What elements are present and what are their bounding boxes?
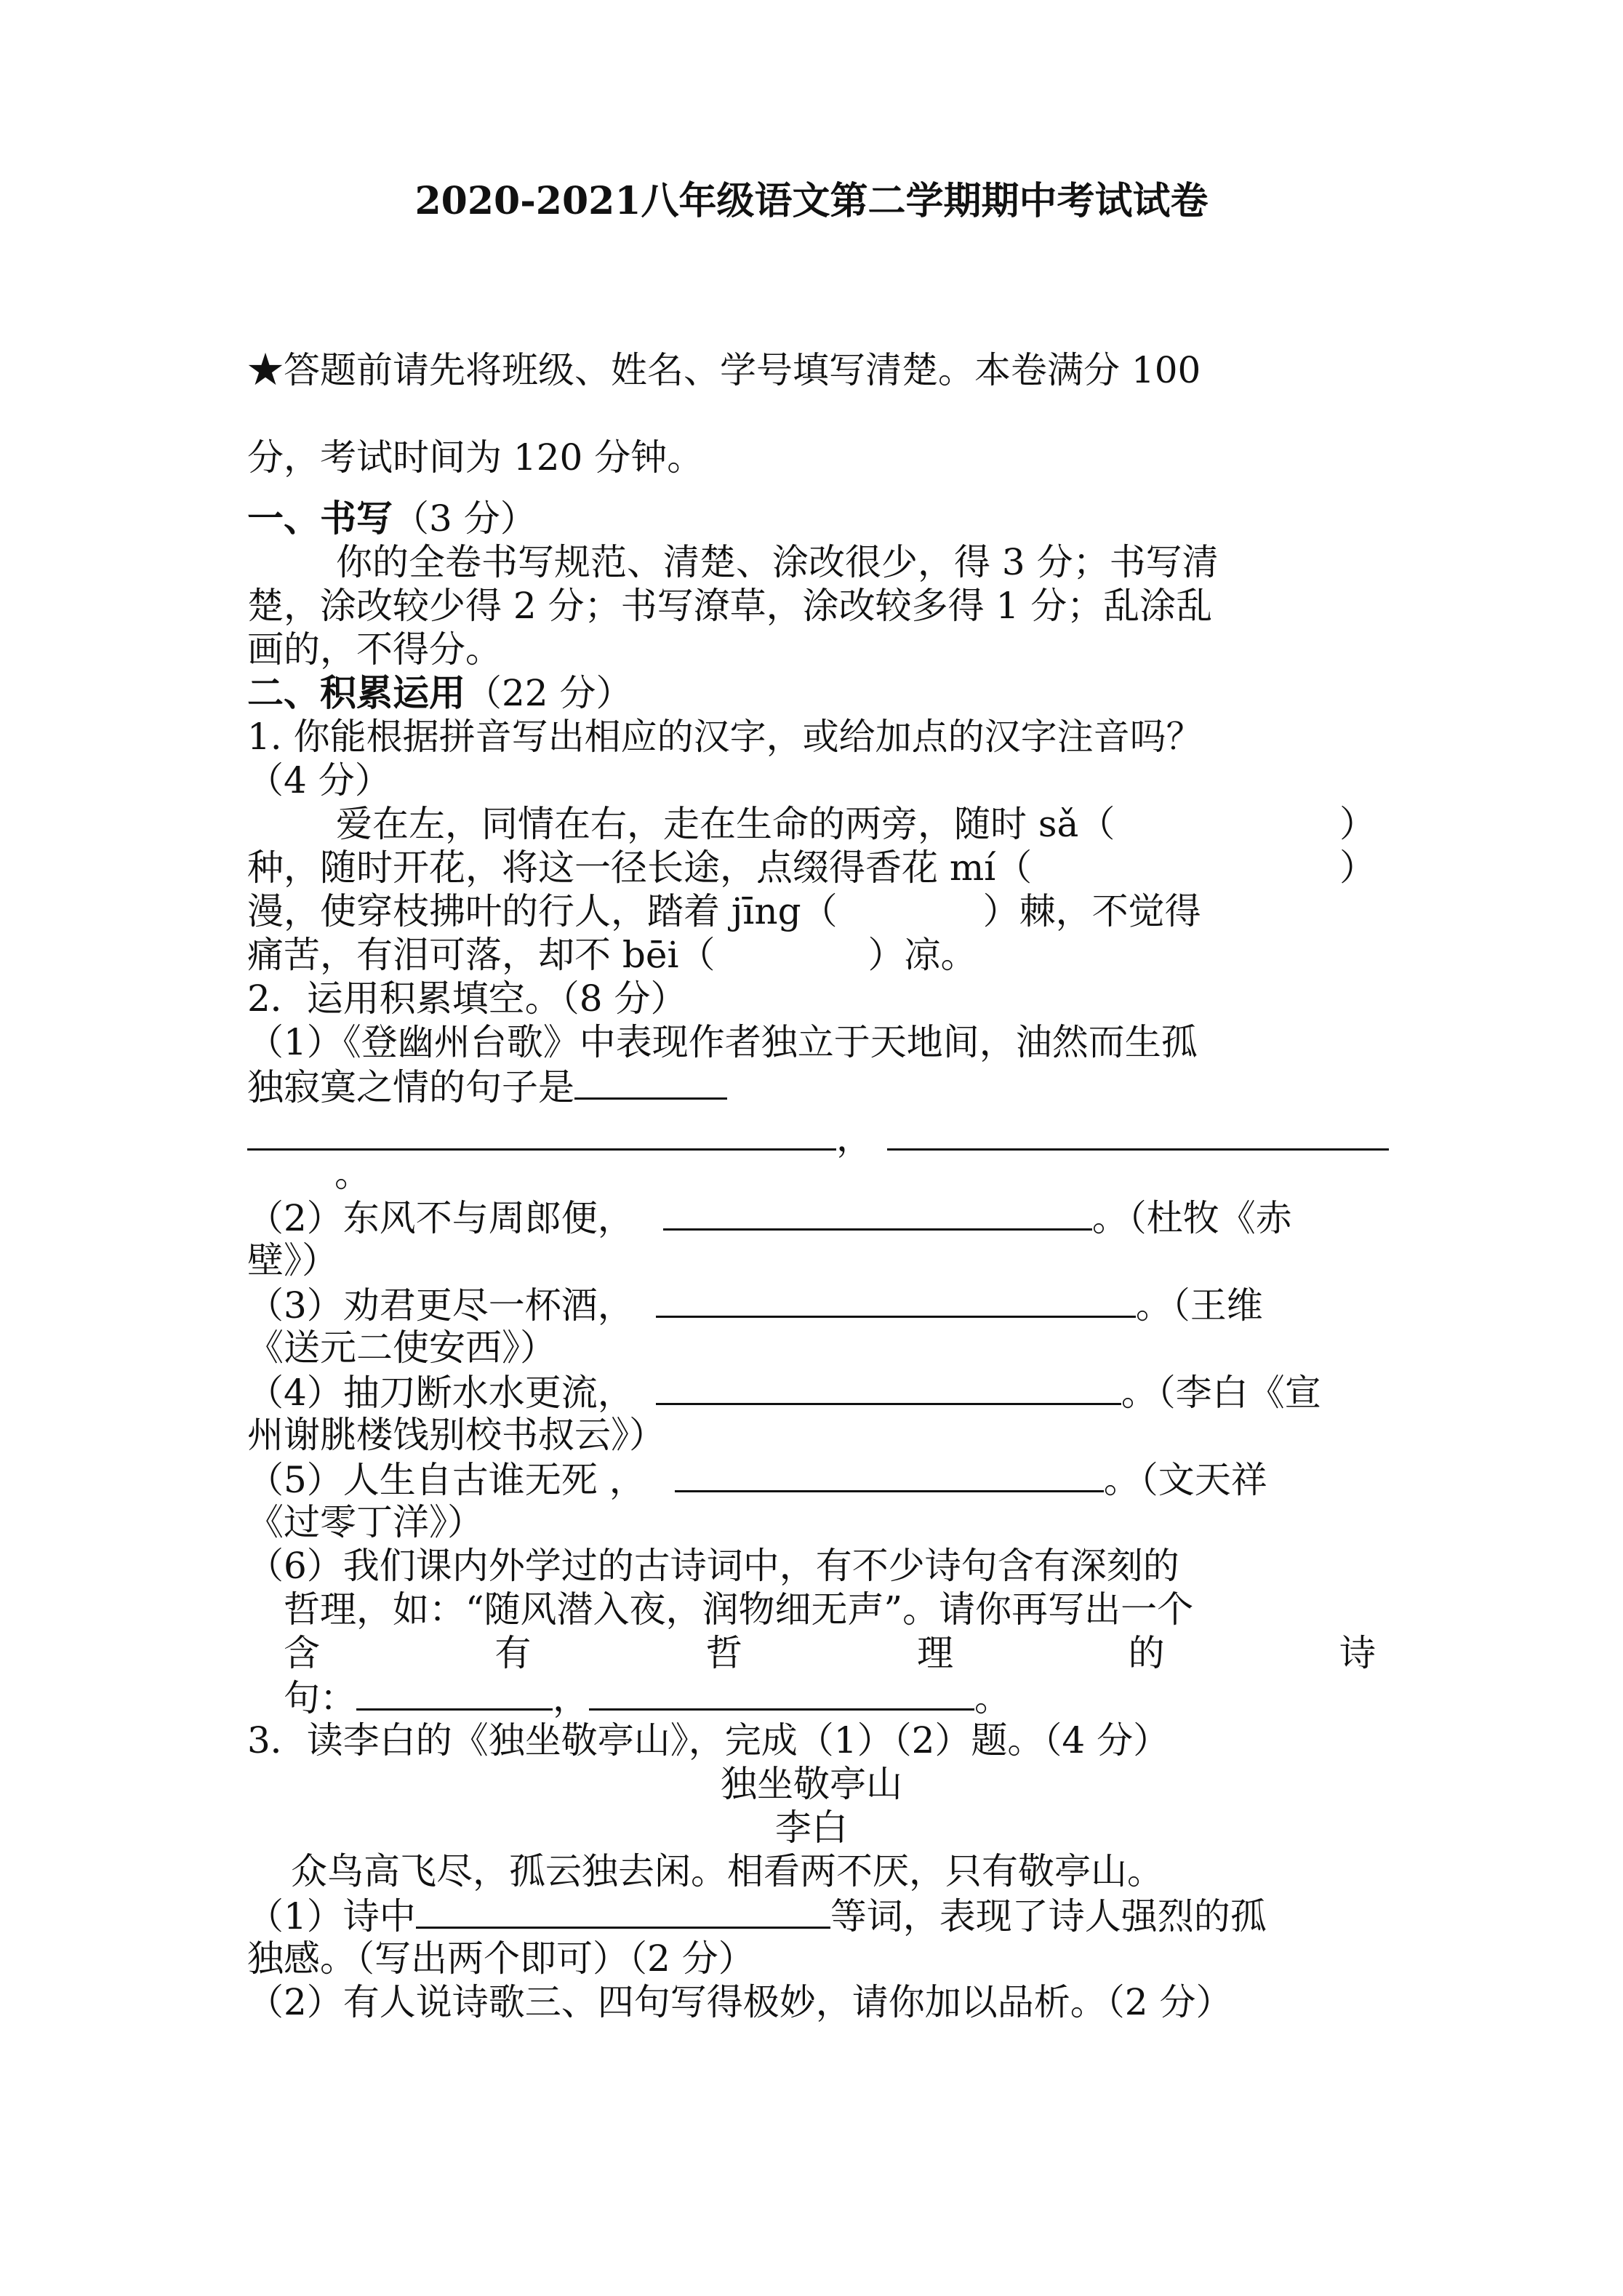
section1-body-3: 画的，不得分。 bbox=[247, 628, 502, 671]
q2-s2-source: 。（杜牧《赤 bbox=[1091, 1197, 1292, 1239]
q1-line-1: 1. 你能根据拼音写出相应的汉字，或给加点的汉字注音吗？ bbox=[247, 716, 1203, 758]
q2-s2-blank[interactable] bbox=[663, 1195, 1092, 1231]
q2-s5-blank[interactable] bbox=[675, 1457, 1104, 1492]
page-title: 2020-2021八年级语文第二学期期中考试试卷 bbox=[414, 179, 1209, 223]
q1-para-2 bbox=[247, 846, 1376, 889]
q1-para-1-text: 爱在左，同情在右，走在生命的两旁，随时 sǎ（ bbox=[336, 803, 1115, 845]
q2-s1-text: 独寂寞之情的句子是 bbox=[247, 1066, 574, 1108]
section2-heading-row bbox=[247, 671, 1376, 715]
q2-s5-source-cont: 《过零丁洋》） bbox=[247, 1501, 484, 1543]
q2-s4-source-cont: 州谢朓楼饯别校书叔云》） bbox=[247, 1414, 665, 1456]
q2-s6-char: 有 bbox=[494, 1632, 532, 1674]
q2-s1-blank-c[interactable] bbox=[887, 1115, 1389, 1151]
notice-line-1: ★答题前请先将班级、姓名、学号填写清楚。本卷满分 100 bbox=[247, 349, 1201, 391]
q2-s4-source: 。（李白《宣 bbox=[1121, 1372, 1321, 1414]
q2-s4-text: （4）抽刀断水水更流， bbox=[247, 1372, 634, 1414]
q3-s1-text: （1）诗中 bbox=[247, 1895, 416, 1937]
q1-para-1 bbox=[247, 802, 1376, 846]
poem-title: 独坐敬亭山 bbox=[721, 1763, 902, 1805]
q2-s4-line bbox=[247, 1369, 1376, 1415]
section1-heading-row bbox=[247, 497, 1376, 540]
section1-body-1: 你的全卷书写规范、清楚、涂改很少，得 3 分；书写清 bbox=[336, 541, 1219, 583]
q1-para-4 bbox=[247, 933, 1376, 977]
q2-s3-line bbox=[247, 1282, 1376, 1327]
q3-s1-cont: 独感。（写出两个即可）（2 分） bbox=[247, 1937, 755, 1980]
q2-s6-line-3 bbox=[247, 1631, 1376, 1675]
poem-text: 众鸟高飞尽，孤云独去闲。相看两不厌，只有敬亭山。 bbox=[291, 1850, 1163, 1892]
q2-s6-line-2: 哲理，如：“随风潜入夜，润物细无声”。请你再写出一个 bbox=[284, 1588, 1194, 1631]
section1-body-2: 楚，涂改较少得 2 分；书写潦草，涂改较多得 1 分；乱涂乱 bbox=[247, 585, 1213, 627]
section1-points: （3 分） bbox=[393, 497, 537, 540]
q3-s2-line: （2）有人说诗歌三、四句写得极妙，请你加以品析。（2 分） bbox=[247, 1981, 1233, 2023]
q2-s1-comma: ， bbox=[836, 1117, 873, 1159]
q1-line-2: （4 分） bbox=[247, 759, 391, 801]
q2-s6-char: 的 bbox=[1128, 1632, 1165, 1674]
q2-s1-blank-a[interactable] bbox=[574, 1064, 727, 1100]
q2-s3-source: 。（王维 bbox=[1135, 1284, 1263, 1327]
section2-heading: 二、积累运用 bbox=[247, 671, 465, 714]
section2-points: （22 分） bbox=[465, 672, 633, 714]
q2-s3-blank[interactable] bbox=[656, 1282, 1136, 1318]
q2-s4-blank[interactable] bbox=[656, 1369, 1121, 1405]
q2-s2-line bbox=[247, 1195, 1376, 1240]
q2-s6-line-4 bbox=[247, 1675, 1376, 1720]
q1-blank-1[interactable]: ） bbox=[1339, 803, 1376, 845]
q2-s6-line-1: （6）我们课内外学过的古诗词中，有不少诗句含有深刻的 bbox=[247, 1545, 1179, 1587]
notice-line-2: 分，考试时间为 120 分钟。 bbox=[247, 436, 704, 479]
q2-line: 2．运用积累填空。（8 分） bbox=[247, 977, 687, 1020]
q2-s5-text: （5）人生自古谁无死 ， bbox=[247, 1459, 646, 1501]
q2-s1-line-1: （1）《登幽州台歌》中表现作者独立于天地间，油然而生孤 bbox=[247, 1021, 1198, 1063]
q2-s2-source-cont: 壁》） bbox=[247, 1239, 338, 1281]
q1-blank-2[interactable]: ） bbox=[1339, 847, 1376, 889]
q2-s3-text: （3）劝君更尽一杯酒， bbox=[247, 1284, 634, 1327]
q1-para-3 bbox=[247, 889, 1376, 933]
q2-s6-char: 哲 bbox=[705, 1632, 742, 1674]
q2-s1-blank-b[interactable] bbox=[247, 1115, 836, 1151]
q3-s1-line bbox=[247, 1893, 1376, 1938]
q2-s6-blank-a[interactable] bbox=[356, 1675, 553, 1711]
q2-s6-char: 理 bbox=[917, 1632, 954, 1674]
q3-s1-blank[interactable] bbox=[416, 1893, 830, 1929]
q1-para-2-text: 种，随时开花，将这一径长途，点缀得香花 mí（ bbox=[247, 847, 1033, 889]
q2-s2-text: （2）东风不与周郎便， bbox=[247, 1197, 634, 1239]
q2-s6-label: 句： bbox=[284, 1677, 356, 1719]
q2-s6-comma: ， bbox=[553, 1677, 589, 1719]
q1-para-4-text: 痛苦，有泪可落，却不 bēi（ bbox=[247, 934, 716, 976]
q3-line: 3．读李白的《独坐敬亭山》，完成（1）（2）题。（4 分） bbox=[247, 1719, 1170, 1761]
poem-author: 李白 bbox=[775, 1807, 848, 1849]
q2-s5-source: 。（文天祥 bbox=[1103, 1459, 1267, 1501]
q2-s3-source-cont: 《送元二使安西》） bbox=[247, 1327, 556, 1369]
q2-s6-blank-b[interactable] bbox=[589, 1675, 974, 1711]
section1-heading: 一、书写 bbox=[247, 497, 393, 540]
q1-para-3-text: 漫，使穿枝拂叶的行人，踏着 jīng（ bbox=[247, 890, 838, 932]
q2-s5-line bbox=[247, 1457, 1376, 1502]
q2-s6-char: 诗 bbox=[1339, 1632, 1376, 1674]
q2-s1-line-2 bbox=[247, 1064, 1376, 1109]
q2-s1-period: 。 bbox=[334, 1153, 371, 1195]
q3-s1-text-end: 等词，表现了诗人强烈的孤 bbox=[830, 1895, 1267, 1937]
q2-s6-period: 。 bbox=[974, 1677, 1011, 1719]
q1-para-3-end: ）棘，不觉得 bbox=[982, 890, 1201, 932]
q2-s6-char: 含 bbox=[284, 1632, 320, 1674]
q1-para-4-end: ）凉。 bbox=[867, 934, 977, 976]
